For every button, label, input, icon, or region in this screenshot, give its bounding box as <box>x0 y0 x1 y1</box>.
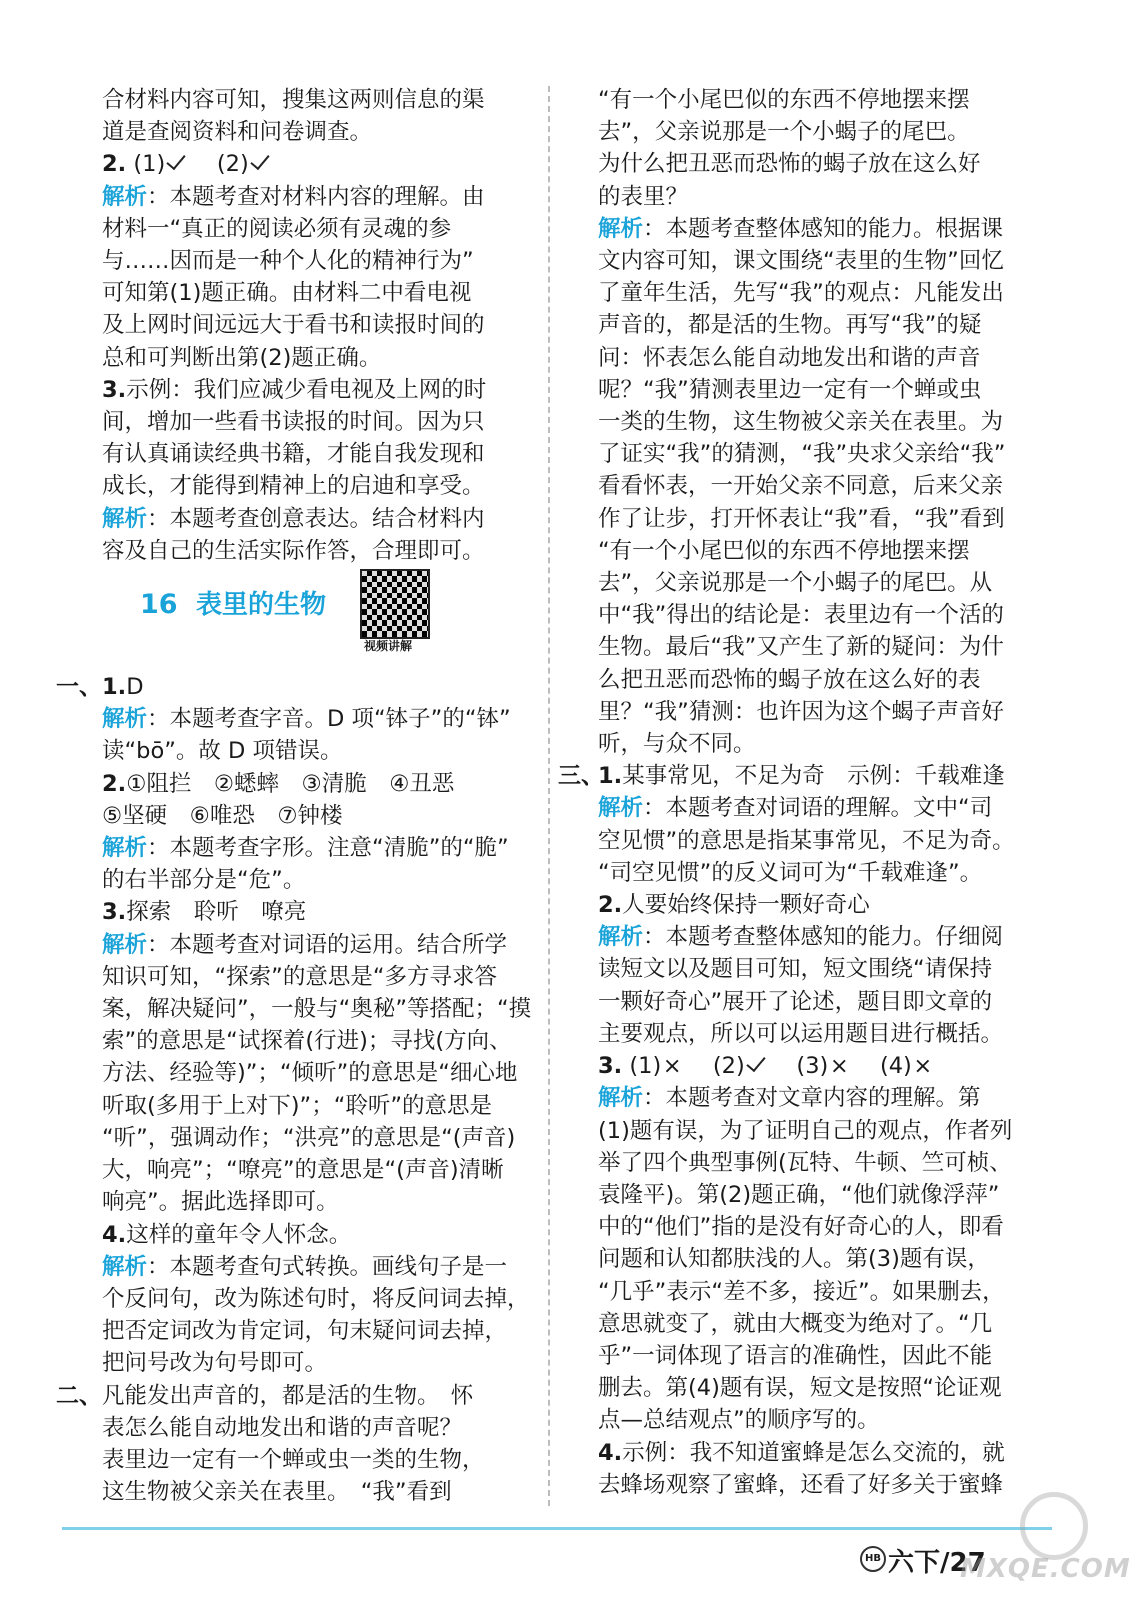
analysis-tag: 解析 <box>102 706 148 733</box>
analysis-line: 一类的生物，这生物被父亲关在表里。为 <box>598 409 1004 436</box>
answer-label: (2) <box>216 151 249 178</box>
question-number: 2. <box>102 770 127 797</box>
watermark-text: MXQE.COM <box>960 1554 1131 1584</box>
answer-line: 去蜂场观察了蜜蜂，还看了好多关于蜜蜂 <box>598 1471 1004 1498</box>
analysis-line: 乎”一词体现了语言的准确性，因此不能 <box>598 1342 993 1369</box>
answer-line: 3.示例：我们应减少看电视及上网的时 <box>102 376 487 403</box>
analysis-line: 解析：本题考查对文章内容的理解。第 <box>598 1085 981 1112</box>
answer-line: 成长，才能得到精神上的启迪和享受。 <box>102 473 485 500</box>
watermark-ring-icon <box>1020 1492 1088 1560</box>
analysis-line: 索”的意思是“试探着(行进)；寻找(方向、 <box>102 1028 512 1055</box>
answer-line: 一、 1.D <box>102 671 532 703</box>
page-number: 六下/27 <box>888 1548 986 1578</box>
analysis-tag: 解析 <box>102 835 148 862</box>
lesson-header <box>102 567 532 671</box>
text-line: 道是查阅资料和问卷调查。 <box>102 119 373 146</box>
checkmark-icon <box>249 150 271 174</box>
answer-line: 2.人要始终保持一颗好奇心 <box>598 892 870 919</box>
analysis-line: 的右半部分是“危”。 <box>102 867 306 894</box>
answer-line: 4.示例：我不知道蜜蜂是怎么交流的，就 <box>598 1439 1005 1466</box>
answer-line: 二、 凡能发出声音的，都是活的生物。 怀 <box>102 1380 532 1412</box>
question-number: 1. <box>102 674 127 701</box>
analysis-line: 解析：本题考查对材料内容的理解。由 <box>102 183 485 210</box>
analysis-line: 声音的，都是活的生物。再写“我”的疑 <box>598 312 982 339</box>
analysis-line: 解析：本题考查整体感知的能力。根据课 <box>598 215 1004 242</box>
answer-label: (1) <box>133 151 166 178</box>
analysis-tag: 解析 <box>598 795 644 822</box>
question-number: 3. <box>102 376 127 403</box>
analysis-line: “几乎”表示“差不多，接近”。如果删去， <box>598 1278 1005 1305</box>
analysis-line: 听取(多用于上对下)”；“聆听”的意思是 <box>102 1092 493 1119</box>
qr-code-icon[interactable] <box>360 569 430 639</box>
text-line: 去”，父亲说那是一个小蝎子的尾巴。 <box>598 119 970 146</box>
text-line: 的表里？ <box>598 183 689 210</box>
analysis-line: 了童年生活，先写“我”的观点：凡能发出 <box>598 280 1004 307</box>
analysis-line: 生物。最后“我”又产生了新的疑问：为什 <box>598 634 1004 661</box>
analysis-line: 么把丑恶而恐怖的蝎子放在这么好的表 <box>598 666 981 693</box>
analysis-line: 中的“他们”指的是没有好奇心的人，即看 <box>598 1214 1004 1241</box>
analysis-line: 响亮”。据此选择即可。 <box>102 1189 339 1216</box>
analysis-line: 个反问句，改为陈述句时，将反问词去掉， <box>102 1285 530 1312</box>
analysis-line: 空见惯”的意思是指某事常见，不足为奇。 <box>598 827 1015 854</box>
section-label: 二、 <box>56 1382 102 1409</box>
analysis-line: 看看怀表，一开始父亲不同意，后来父亲 <box>598 473 1004 500</box>
analysis-line: 删去。第(4)题有误，短文是按照“论证观 <box>598 1375 1002 1402</box>
analysis-tag: 解析 <box>102 505 148 532</box>
text-line: “有一个小尾巴似的东西不停地摆来摆 <box>598 87 970 113</box>
section-label: 一、 <box>56 674 102 701</box>
analysis-line: 总和可判断出第(2)题正确。 <box>102 344 382 371</box>
cross-icon: × <box>662 1053 682 1080</box>
analysis-line: 去”，父亲说那是一个小蝎子的尾巴。从 <box>598 570 993 597</box>
analysis-line: 里？“我”猜测：也许因为这个蝎子声音好 <box>598 698 1004 725</box>
column-divider <box>548 86 550 1506</box>
answer-line: 3.探索 聆听 嘹亮 <box>102 899 307 926</box>
analysis-tag: 解析 <box>102 1253 148 1280</box>
checkmark-icon <box>745 1052 767 1076</box>
analysis-tag: 解析 <box>598 924 644 951</box>
answer-line: 2.①阻拦 ②蟋蟀 ③清脆 ④丑恶 <box>102 770 455 797</box>
analysis-tag: 解析 <box>102 931 148 958</box>
analysis-line: 一颗好奇心”展开了论述，题目即文章的 <box>598 988 993 1015</box>
question-3-answer: 3. (1)× (2) (3)× (4)× <box>598 1050 1028 1082</box>
analysis-line: 问：怀表怎么能自动地发出和谐的声音 <box>598 344 981 371</box>
text-line: 合材料内容可知，搜集这两则信息的渠 <box>102 87 485 113</box>
publisher-badge: HB <box>860 1546 886 1572</box>
question-number: 4. <box>598 1439 623 1466</box>
analysis-line: “有一个小尾巴似的东西不停地摆来摆 <box>598 537 970 564</box>
analysis-line: 点—总结观点”的顺序写的。 <box>598 1407 880 1434</box>
analysis-line: 解析：本题考查字音。D 项“钵子”的“钵” <box>102 706 511 733</box>
cross-icon: × <box>829 1053 849 1080</box>
analysis-tag: 解析 <box>598 215 644 242</box>
question-number: 4. <box>102 1221 127 1248</box>
analysis-line: 容及自己的生活实际作答，合理即可。 <box>102 537 485 564</box>
analysis-line: 解析：本题考查对词语的理解。文中“司 <box>598 795 993 822</box>
analysis-line: 问题和认知都肤浅的人。第(3)题有误， <box>598 1246 990 1273</box>
analysis-line: 文内容可知，课文围绕“表里的生物”回忆 <box>598 248 1004 275</box>
question-2-answer <box>102 148 532 180</box>
answer-line: 间，增加一些看书读报的时间。因为只 <box>102 409 485 436</box>
analysis-line: 可知第(1)题正确。由材料二中看电视 <box>102 280 472 307</box>
section-label: 三、 <box>558 763 604 790</box>
analysis-line: 解析：本题考查字形。注意“清脆”的“脆” <box>102 835 509 862</box>
question-number: 3. <box>598 1053 623 1080</box>
answer-line: 4.这样的童年令人怀念。 <box>102 1221 352 1248</box>
right-column <box>558 84 1028 1501</box>
analysis-line: 意思就变了，就由大概变为绝对了。“几 <box>598 1310 993 1337</box>
analysis-line: 与……因而是一种个人化的精神行为” <box>102 248 474 275</box>
analysis-line: “司空见惯”的反义词可为“千载难逢”。 <box>598 859 983 886</box>
watermark <box>950 1490 1131 1598</box>
analysis-line: (1)题有误，为了证明自己的观点，作者列 <box>598 1117 1013 1144</box>
analysis-line: 读“bō”。故 D 项错误。 <box>102 738 343 765</box>
analysis-line: 听，与众不同。 <box>598 731 756 758</box>
analysis-line: 大，响亮”；“嘹亮”的意思是“(声音)清晰 <box>102 1157 504 1184</box>
analysis-line: 读短文以及题目可知，短文围绕“请保持 <box>598 956 993 983</box>
analysis-line: 及上网时间远远大于看书和读报时间的 <box>102 312 485 339</box>
question-number: 2. <box>598 892 623 919</box>
analysis-line: 把否定词改为肯定词，句末疑问词去掉， <box>102 1318 508 1345</box>
footer-rule <box>62 1527 1052 1530</box>
analysis-tag: 解析 <box>102 183 148 210</box>
cross-icon: × <box>913 1053 933 1080</box>
analysis-line: 材料一“真正的阅读必须有灵魂的参 <box>102 215 452 242</box>
question-number: 1. <box>598 763 623 790</box>
answer-line: 这生物被父亲关在表里。 “我”看到 <box>102 1479 452 1506</box>
analysis-line: 作了让步，打开怀表让“我”看，“我”看到 <box>598 505 1005 532</box>
question-number: 3. <box>102 899 127 926</box>
analysis-line: 袁隆平)。第(2)题正确，“他们就像浮萍” <box>598 1181 1000 1208</box>
answer-line: 表怎么能自动地发出和谐的声音呢？ <box>102 1414 463 1441</box>
question-number: 2. <box>102 151 127 178</box>
left-column <box>56 84 532 1508</box>
analysis-line: 把问号改为句号即可。 <box>102 1350 328 1377</box>
lesson-number: 16 <box>140 589 178 621</box>
analysis-line: 主要观点，所以可以运用题目进行概括。 <box>598 1020 1004 1047</box>
analysis-line: 呢？“我”猜测表里边一定有一个蝉或虫 <box>598 376 982 403</box>
analysis-line: “听”，强调动作；“洪亮”的意思是“(声音) <box>102 1124 516 1151</box>
checkmark-icon <box>165 150 187 174</box>
analysis-line: 了证实“我”的猜测，“我”央求父亲给“我” <box>598 441 1006 468</box>
analysis-line: 举了四个典型事例(瓦特、牛顿、竺可桢、 <box>598 1149 1012 1176</box>
analysis-line: 中“我”得出的结论是：表里边有一个活的 <box>598 602 1004 629</box>
answer-line: 表里边一定有一个蝉或虫一类的生物， <box>102 1446 485 1473</box>
answer-line: 三、 1.某事常见，不足为奇 示例：千载难逢 <box>598 760 1028 792</box>
analysis-tag: 解析 <box>598 1085 644 1112</box>
analysis-line: 方法、经验等)”；“倾听”的意思是“细心地 <box>102 1060 518 1087</box>
qr-caption: 视频讲解 <box>364 639 413 654</box>
answer-line: ⑤坚硬 ⑥唯恐 ⑦钟楼 <box>102 802 343 829</box>
analysis-line: 案，解决疑问”，一般与“奥秘”等搭配；“摸 <box>102 996 532 1023</box>
analysis-line: 解析：本题考查整体感知的能力。仔细阅 <box>598 924 1004 951</box>
analysis-line: 知识可知，“探索”的意思是“多方寻求答 <box>102 963 497 990</box>
text-line: 为什么把丑恶而恐怖的蝎子放在这么好 <box>598 151 981 178</box>
analysis-line: 解析：本题考查对词语的运用。结合所学 <box>102 931 508 958</box>
answer-line: 有认真诵读经典书籍，才能自我发现和 <box>102 441 485 468</box>
analysis-line: 解析：本题考查创意表达。结合材料内 <box>102 505 485 532</box>
analysis-line: 解析：本题考查句式转换。画线句子是一 <box>102 1253 508 1280</box>
lesson-title: 表里的生物 <box>196 590 327 621</box>
